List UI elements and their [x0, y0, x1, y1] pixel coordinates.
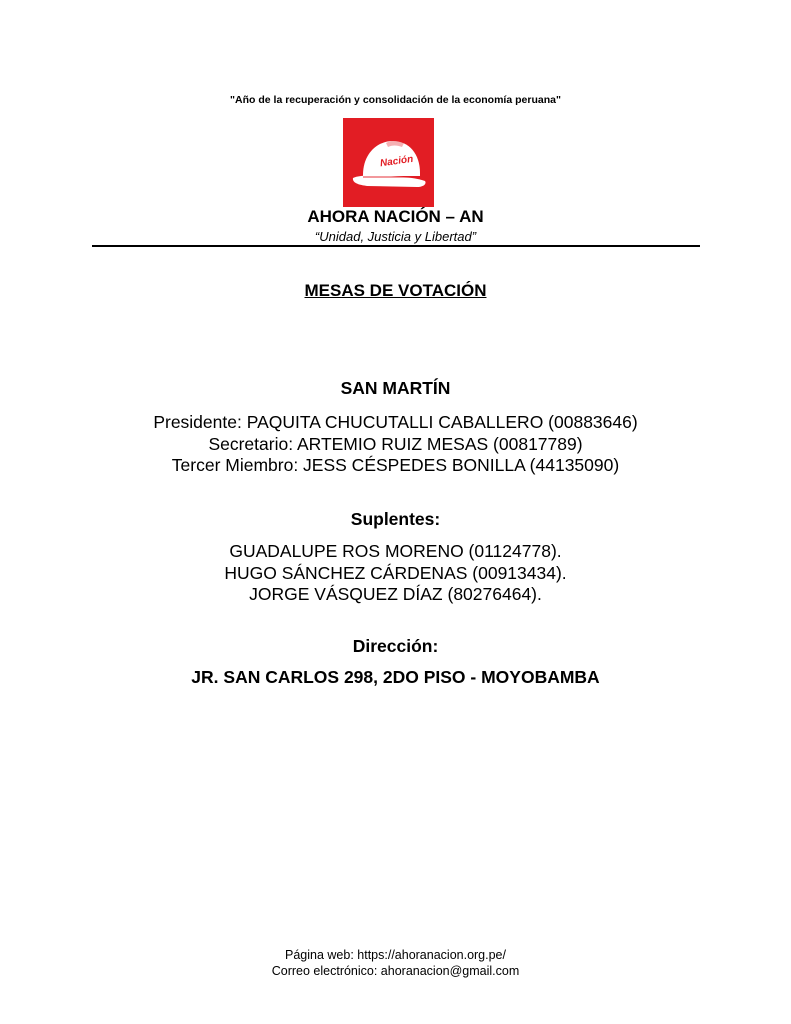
address: JR. SAN CARLOS 298, 2DO PISO - MOYOBAMBA — [191, 667, 600, 687]
party-slogan: “Unidad, Justicia y Libertad” — [314, 229, 477, 244]
footer-email: Correo electrónico: ahoranacion@gmail.com — [271, 963, 520, 978]
substitute-item: HUGO SÁNCHEZ CÁRDENAS (00913434). — [224, 562, 567, 583]
footer-website: Página web: https://ahoranacion.org.pe/ — [285, 948, 506, 962]
page-footer — [0, 948, 791, 979]
substitutes-heading: Suplentes: — [350, 509, 441, 529]
member-third: Tercer Miembro: JESS CÉSPEDES BONILLA (44135090) — [171, 455, 620, 475]
header-divider — [92, 245, 700, 247]
member-secretary: Secretario: ARTEMIO RUIZ MESAS (00817789) — [208, 433, 583, 454]
substitutes-list — [0, 541, 791, 606]
address-heading: Dirección: — [352, 636, 439, 656]
document-title: MESAS DE VOTACIÓN — [304, 281, 487, 300]
logo-lettering: Nación — [379, 153, 414, 170]
year-motto: "Año de la recuperación y consolidación de la economía peruana" — [230, 94, 561, 106]
region-heading: SAN MARTÍN — [340, 378, 451, 398]
party-name: AHORA NACIÓN – AN — [307, 207, 484, 226]
substitute-item: JORGE VÁSQUEZ DÍAZ (80276464). — [249, 584, 542, 604]
table-members — [0, 412, 791, 477]
party-logo — [343, 118, 434, 207]
helmet-icon — [343, 118, 434, 207]
member-president: Presidente: PAQUITA CHUCUTALLI CABALLERO (00883646) — [153, 412, 638, 432]
substitute-item: GUADALUPE ROS MORENO (01124778). — [229, 541, 562, 561]
